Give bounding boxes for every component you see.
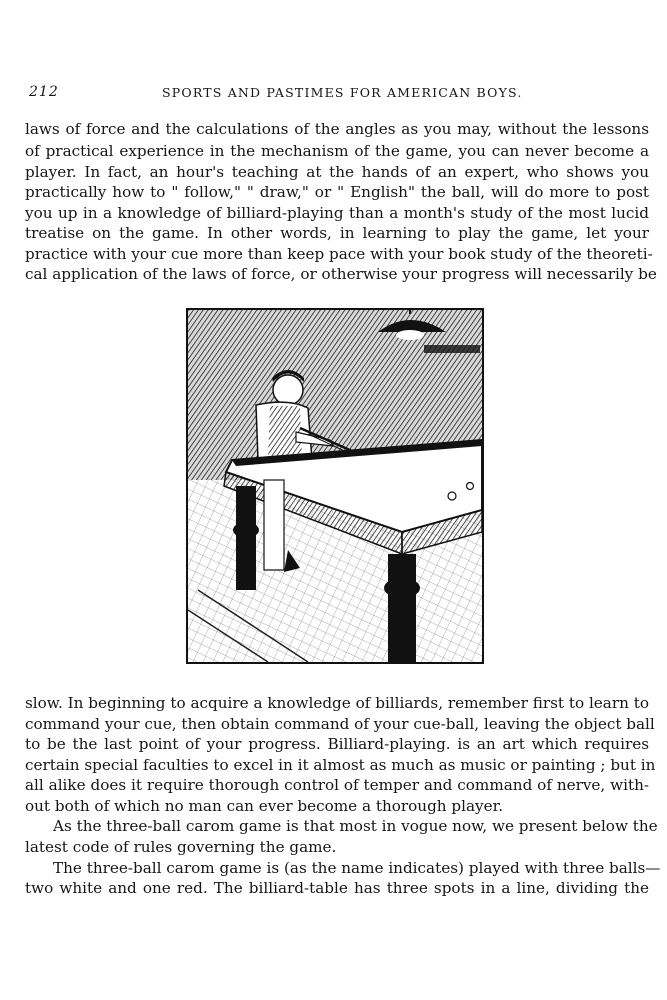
text-line: certain special faculties to excel in it almost as much as music or painting ; but in [25, 756, 656, 774]
text-line: out both of which no man can ever become a thorough player. [25, 797, 504, 815]
text-line: player. In fact, an hour's teaching at the hands of an expert, who shows you [25, 163, 649, 181]
page-number: 212 [29, 84, 59, 100]
text-line: laws of force and the calculations of the angles as you may, without the lessons [25, 120, 649, 138]
text-line: of practical experience in the mechanism of the game, you can never become a [25, 142, 649, 160]
text-line: latest code of rules governing the game. [25, 838, 337, 856]
billiards-illustration [186, 308, 484, 664]
running-head: SPORTS AND PASTIMES FOR AMERICAN BOYS. [162, 85, 523, 100]
text-line: cal application of the laws of force, or otherwise your progress will necessarily be [25, 265, 657, 283]
text-line: practice with your cue more than keep pace with your book study of the theoreti- [25, 245, 653, 263]
text-line: practically how to " follow," " draw," or " English" the ball, will do more to post [25, 183, 649, 201]
text-line: to be the last point of your progress. Billiard-playing. is an art which requires [25, 735, 649, 753]
text-line: slow. In beginning to acquire a knowledge of billiards, remember first to learn to [25, 694, 649, 712]
page-header [29, 84, 637, 104]
text-line: all alike does it require thorough control of temper and command of nerve, with- [25, 776, 649, 794]
text-line: treatise on the game. In other words, in learning to play the game, let your [25, 224, 649, 242]
text-line: you up in a knowledge of billiard-playing than a month's study of the most lucid [25, 204, 649, 222]
text-line: As the three-ball carom game is that most in vogue now, we present below the [53, 817, 658, 835]
text-line: The three-ball carom game is (as the name indicates) played with three balls— [53, 859, 661, 877]
text-line: two white and one red. The billiard-table has three spots in a line, dividing the [25, 879, 649, 897]
text-line: command your cue, then obtain command of your cue-ball, leaving the object ball [25, 715, 655, 733]
